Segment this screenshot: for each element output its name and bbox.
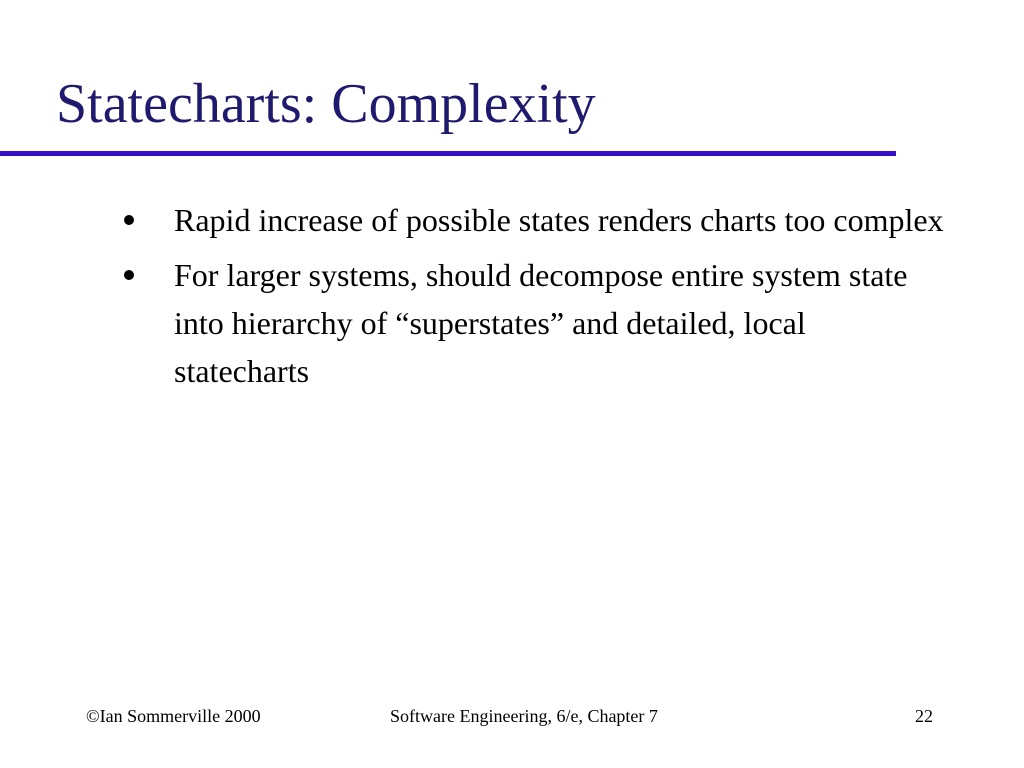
- bullet-text: For larger systems, should decompose entire system state into hierarchy of “superstates” and detailed, local statecharts: [174, 257, 908, 389]
- bullet-list: [124, 196, 944, 402]
- slide-title: Statecharts: Complexity: [56, 73, 596, 135]
- bullet-item: [124, 251, 944, 395]
- bullet-item: [124, 196, 944, 244]
- footer-copyright: ©Ian Sommerville 2000: [86, 706, 261, 726]
- footer-book-title: Software Engineering, 6/e, Chapter 7: [390, 706, 658, 726]
- bullet-text: Rapid increase of possible states renders charts too complex: [174, 202, 944, 238]
- title-underline: [0, 151, 896, 156]
- bullet-dot-icon: [124, 215, 134, 225]
- bullet-dot-icon: [124, 270, 134, 280]
- footer-page-number: 22: [915, 706, 933, 726]
